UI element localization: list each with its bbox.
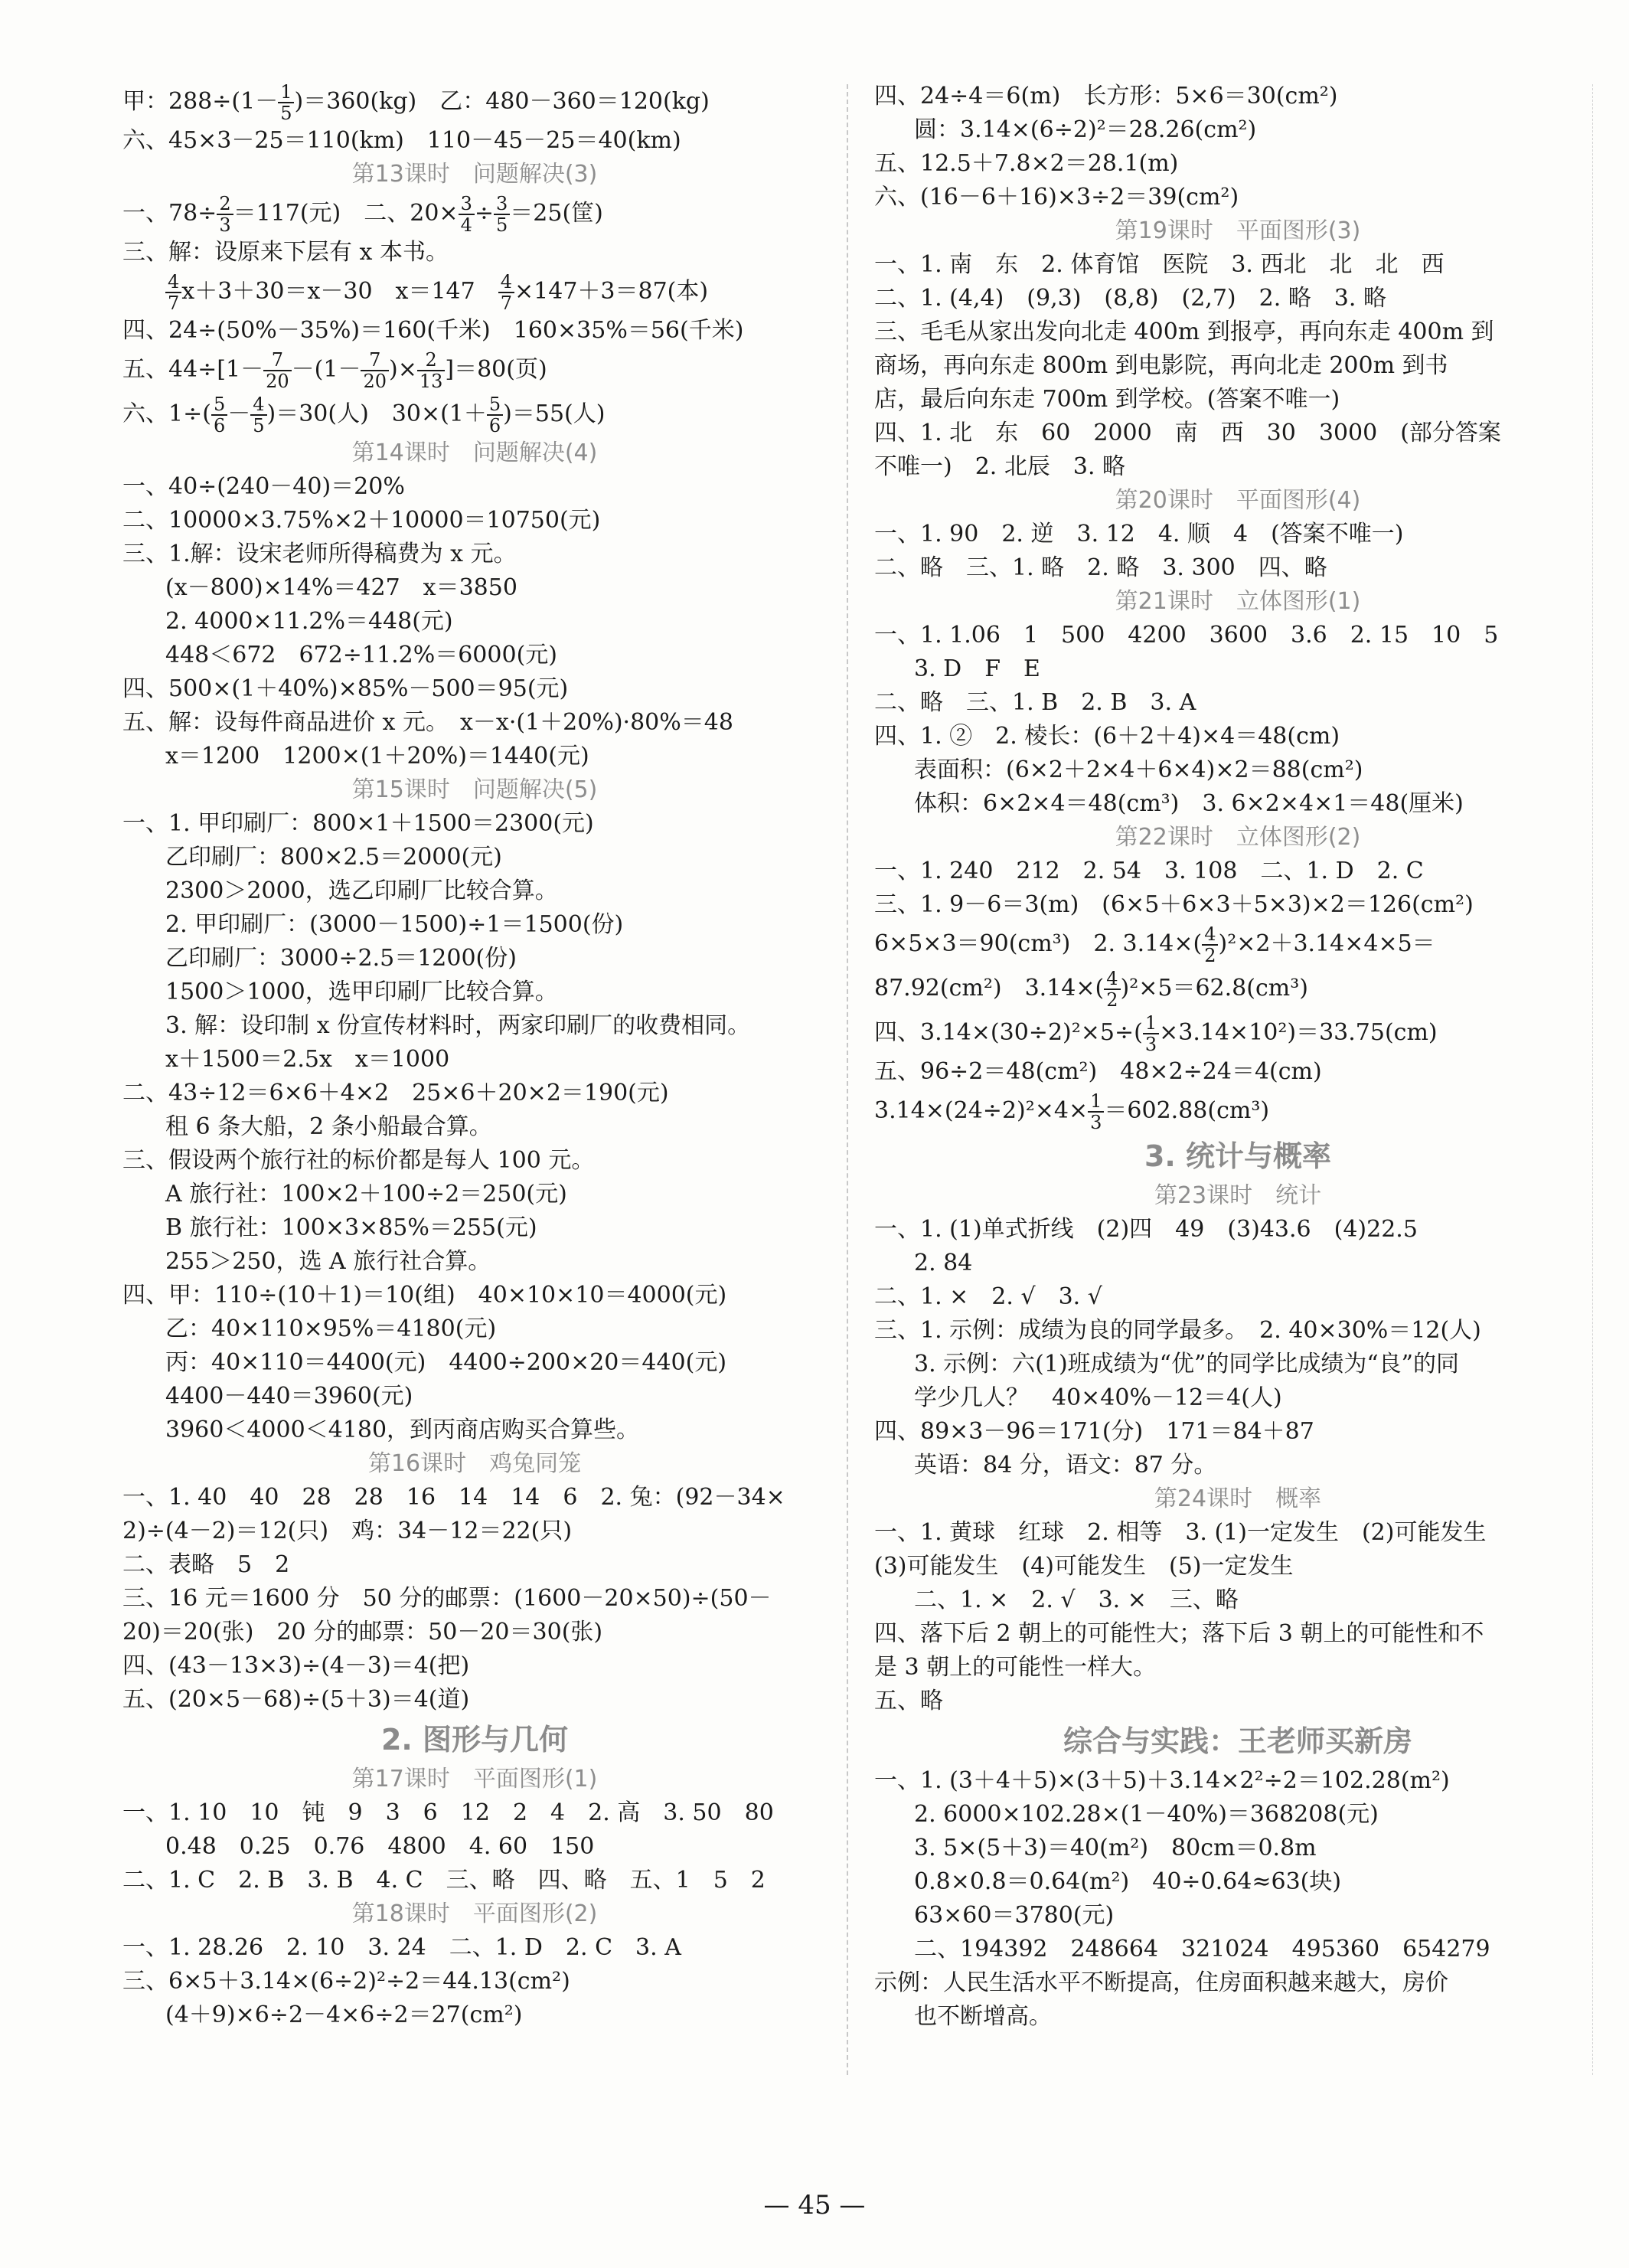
answer-line: 一、1. 甲印刷厂：800×1＋1500＝2300(元) [122, 810, 594, 837]
fraction: $\frac{1}{3}$ [1088, 1091, 1104, 1132]
lesson-heading: 第20课时 平面图形(4) [1115, 487, 1361, 514]
lesson-heading: 第16课时 鸡兔同笼 [367, 1450, 582, 1477]
answer-line: 87.92(cm²) 3.14×( $\frac{4}{2}$ )²×5＝62.8(cm³) [874, 968, 1308, 1011]
answer-line: 三、6×5＋3.14×(6÷2)²÷2＝44.13(cm²) [122, 1968, 570, 1995]
right-column [874, 80, 1601, 2034]
answer-line: 商场，再向东走 800m 到电影院，再向北走 200m 到书 [874, 352, 1448, 379]
answer-line: 丙：40×110＝4400(元) 4400÷200×20＝440(元) [165, 1349, 727, 1376]
answer-line: 乙：40×110×95%＝4180(元) [165, 1315, 497, 1342]
answer-line: 六、(16－6＋16)×3÷2＝39(cm²) [874, 184, 1239, 211]
lesson-heading: 第15课时 问题解决(5) [351, 776, 598, 803]
fraction: $\frac{4}{5}$ [250, 394, 266, 436]
fraction: $\frac{4}{7}$ [165, 272, 181, 313]
answer-line: 2. 4000×11.2%＝448(元) [165, 608, 453, 635]
answer-line: 四、(43－13×3)÷(4－3)＝4(把) [122, 1652, 470, 1679]
answer-line: 一、1. 黄球 红球 2. 相等 3. (1)一定发生 (2)可能发生 [874, 1519, 1487, 1546]
answer-line: 一、1. 40 40 28 28 16 14 14 6 2. 兔：(92－34× [122, 1484, 785, 1511]
answer-line: 3. 5×(5＋3)＝40(m²) 80cm＝0.8m [914, 1835, 1317, 1861]
answer-line: 2)÷(4－2)＝12(只) 鸡：34－12＝22(只) [122, 1518, 573, 1544]
column-divider [847, 84, 848, 2075]
answer-line: (x－800)×14%＝427 x＝3850 [165, 574, 517, 601]
answer-line: 2. 甲印刷厂：(3000－1500)÷1＝1500(份) [165, 911, 624, 938]
answer-line: 三、假设两个旅行社的标价都是每人 100 元。 [122, 1147, 595, 1174]
fraction: $\frac{2}{3}$ [217, 194, 233, 235]
lesson-heading: 第19课时 平面图形(3) [1115, 217, 1361, 244]
answer-line: 一、40÷(240－40)＝20% [122, 473, 405, 500]
lesson-heading: 第17课时 平面图形(1) [351, 1766, 598, 1793]
answer-line: 三、1. 示例：成绩为良的同学最多。 2. 40×30%＝12(人) [874, 1317, 1481, 1344]
answer-line: 二、表略 5 2 [122, 1551, 290, 1578]
answer-line: 租 6 条大船，2 条小船最合算。 [165, 1113, 492, 1140]
answer-line: 四、1. 北 东 60 2000 南 西 30 3000 (部分答案 [874, 420, 1501, 446]
answer-line: x＋1500＝2.5x x＝1000 [165, 1046, 450, 1073]
fraction: $\frac{5}{6}$ [487, 394, 503, 436]
fraction: $\frac{5}{6}$ [211, 394, 227, 436]
answer-line: 二、1. × 2. √ 3. × 三、略 [914, 1587, 1239, 1613]
answer-line: 四、3.14×(30÷2)²×5÷( $\frac{1}{3}$ ×3.14×10²)＝33.75(cm) [874, 1012, 1438, 1055]
answer-line: 2. 6000×102.28×(1－40%)＝368208(元) [914, 1801, 1379, 1828]
answer-line: 二、略 三、1. B 2. B 3. A [874, 689, 1196, 716]
answer-line: 三、16 元＝1600 分 50 分的邮票：(1600－20×50)÷(50－ [122, 1585, 772, 1612]
answer-line: 3. D F E [914, 655, 1040, 682]
answer-line: 店，最后向东走 700m 到学校。(答案不唯一) [874, 386, 1340, 413]
left-column [122, 80, 827, 2032]
answer-line: 六、45×3－25＝110(km) 110－45－25＝40(km) [122, 127, 681, 154]
answer-line: 五、96÷2＝48(cm²) 48×2÷24＝4(cm) [874, 1058, 1322, 1085]
section-heading: 3. 统计与概率 [1144, 1139, 1332, 1173]
answer-line: 3.14×(24÷2)²×4× $\frac{1}{3}$ ＝602.88(cm³) [874, 1090, 1270, 1133]
fraction: $\frac{4}{2}$ [1104, 969, 1120, 1010]
answer-line: 一、1. 240 212 2. 54 3. 108 二、1. D 2. C [874, 858, 1424, 884]
answer-line: 一、1. (1)单式折线 (2)四 49 (3)43.6 (4)22.5 [874, 1216, 1418, 1243]
answer-line: 3. 解：设印制 x 份宣传材料时，两家印刷厂的收费相同。 [165, 1012, 751, 1039]
lesson-heading: 第21课时 立体图形(1) [1115, 588, 1361, 615]
answer-line: 一、78÷ $\frac{2}{3}$ ＝117(元) 二、20× $\frac{3}{4}$ ÷ $\frac{3}{5}$ ＝25(筐) [122, 193, 603, 236]
answer-line: 体积：6×2×4＝48(cm³) 3. 6×2×4×1＝48(厘米) [914, 790, 1464, 817]
answer-line: 学少几人？ 40×40%－12＝4(人) [914, 1384, 1282, 1411]
answer-line: 示例：人民生活水平不断提高，住房面积越来越大，房价 [874, 1969, 1448, 1996]
answer-line: 63×60＝3780(元) [914, 1902, 1115, 1929]
answer-line: 四、1. ② 2. 棱长：(6＋2＋4)×4＝48(cm) [874, 723, 1340, 750]
answer-line: 四、24÷(50%－35%)＝160(千米) 160×35%＝56(千米) [122, 317, 744, 344]
lesson-heading: 第14课时 问题解决(4) [351, 440, 598, 466]
answer-line: 五、(20×5－68)÷(5＋3)＝4(道) [122, 1686, 470, 1713]
section-heading: 综合与实践：王老师买新房 [1063, 1724, 1412, 1758]
answer-line: 四、89×3－96＝171(分) 171＝84＋87 [874, 1418, 1314, 1445]
answer-line: 二、194392 248664 321024 495360 654279 [914, 1936, 1490, 1962]
answer-line: 四、落下后 2 朝上的可能性大；落下后 3 朝上的可能性和不 [874, 1620, 1484, 1647]
fraction: $\frac{7}{20}$ [263, 350, 292, 391]
answer-line: 1500＞1000，选甲印刷厂比较合算。 [165, 979, 558, 1005]
fraction: $\frac{7}{20}$ [361, 350, 389, 391]
answer-line: 四、24÷4＝6(m) 长方形：5×6＝30(cm²) [874, 83, 1338, 109]
answer-line: 是 3 朝上的可能性一样大。 [874, 1654, 1157, 1681]
answer-line: 表面积：(6×2＋2×4＋6×4)×2＝88(cm²) [914, 757, 1363, 783]
page-number: — 45 — [763, 2190, 866, 2221]
answer-line: 二、1. × 2. √ 3. √ [874, 1283, 1102, 1310]
lesson-heading: 第24课时 概率 [1154, 1485, 1322, 1512]
lesson-heading: 第22课时 立体图形(2) [1115, 824, 1361, 851]
answer-line: 六、1÷( $\frac{5}{6}$ － $\frac{4}{5}$ )＝30(人) 30×(1＋ $\frac{5}{6}$ )＝55(人) [122, 394, 606, 436]
answer-line: B 旅行社：100×3×85%＝255(元) [165, 1214, 537, 1241]
answer-line: 乙印刷厂：800×2.5＝2000(元) [165, 844, 502, 871]
answer-line: 乙印刷厂：3000÷2.5＝1200(份) [165, 945, 517, 972]
answer-line: 2. 84 [914, 1250, 973, 1276]
answer-line: 一、1. 28.26 2. 10 3. 24 二、1. D 2. C 3. A [122, 1934, 681, 1961]
answer-line: 二、43÷12＝6×6＋4×2 25×6＋20×2＝190(元) [122, 1080, 669, 1106]
answer-line: 一、1. 90 2. 逆 3. 12 4. 顺 4 (答案不唯一) [874, 521, 1404, 547]
answer-line: 一、1. (3＋4＋5)×(3＋5)＋3.14×2²÷2＝102.28(m²) [874, 1767, 1450, 1794]
fraction: $\frac{3}{5}$ [494, 194, 510, 235]
answer-line: 一、1. 南 东 2. 体育馆 医院 3. 西北 北 北 西 [874, 251, 1445, 278]
answer-line: 二、1. (4,4) (9,3) (8,8) (2,7) 2. 略 3. 略 [874, 285, 1386, 312]
answer-line: 五、解：设每件商品进价 x 元。 x－x·(1＋20%)·80%＝48 [122, 709, 733, 736]
answer-line: 6×5×3＝90(cm³) 2. 3.14×( $\frac{4}{2}$ )²×2＋3.14×4×5＝ [874, 923, 1435, 966]
fraction: $\frac{2}{13}$ [417, 350, 446, 391]
answer-line: (3)可能发生 (4)可能发生 (5)一定发生 [874, 1553, 1294, 1580]
fraction: $\frac{4}{2}$ [1202, 924, 1218, 966]
answer-line: 英语：84 分，语文：87 分。 [914, 1452, 1217, 1479]
answer-line: 二、1. C 2. B 3. B 4. C 三、略 四、略 五、1 5 2 [122, 1867, 766, 1894]
answer-line: 3. 示例：六(1)班成绩为“优”的同学比成绩为“良”的同 [914, 1351, 1460, 1377]
section-heading: 2. 图形与几何 [380, 1723, 569, 1757]
answer-line: 255＞250，选 A 旅行社合算。 [165, 1248, 491, 1275]
answer-line: 2300＞2000，选乙印刷厂比较合算。 [165, 877, 558, 904]
fraction: $\frac{1}{5}$ [278, 82, 294, 123]
answer-line: 三、1.解：设宋老师所得稿费为 x 元。 [122, 541, 517, 567]
lesson-heading: 第13课时 问题解决(3) [351, 161, 598, 188]
answer-line: 三、毛毛从家出发向北走 400m 到报亭，再向东走 400m 到 [874, 319, 1494, 345]
answer-line: 4400－440＝3960(元) [165, 1383, 413, 1410]
answer-line: 三、解：设原来下层有 x 本书。 [122, 239, 449, 266]
lesson-heading: 第18课时 平面图形(2) [351, 1900, 598, 1927]
answer-line: 3960＜4000＜4180，到丙商店购买合算些。 [165, 1417, 640, 1443]
answer-line: 二、略 三、1. 略 2. 略 3. 300 四、略 [874, 554, 1327, 581]
answer-line: 0.8×0.8＝0.64(m²) 40÷0.64≈63(块) [914, 1868, 1342, 1895]
fraction: $\frac{4}{7}$ [498, 272, 514, 313]
answer-line: 四、甲：110÷(10＋1)＝10(组) 40×10×10＝4000(元) [122, 1282, 727, 1309]
answer-line: 一、1. 1.06 1 500 4200 3600 3.6 2. 15 10 5 [874, 622, 1499, 649]
lesson-heading: 第23课时 统计 [1154, 1182, 1322, 1209]
answer-line: 五、略 [874, 1688, 943, 1714]
answer-line: (4＋9)×6÷2－4×6÷2＝27(cm²) [165, 2002, 523, 2028]
answer-line: 0.48 0.25 0.76 4800 4. 60 150 [165, 1833, 595, 1860]
fraction: $\frac{3}{4}$ [459, 194, 475, 235]
answer-line: $\frac{4}{7}$ x＋3＋30＝x－30 x＝147 $\frac{4}{7}$ ×147＋3＝87(本) [122, 270, 827, 314]
answer-line: 一、1. 10 10 钝 9 3 6 12 2 4 2. 高 3. 50 80 [122, 1799, 774, 1826]
answer-line: 448＜672 672÷11.2%＝6000(元) [165, 642, 557, 668]
answer-line: 五、12.5＋7.8×2＝28.1(m) [874, 150, 1179, 177]
answer-line: x＝1200 1200×(1＋20%)＝1440(元) [165, 743, 589, 770]
answer-line: 圆：3.14×(6÷2)²＝28.26(cm²) [914, 116, 1257, 143]
answer-line: 甲：288÷(1－ $\frac{1}{5}$ )＝360(kg) 乙：480－360＝120(kg) [122, 81, 710, 124]
answer-line: 四、500×(1＋40%)×85%－500＝95(元) [122, 675, 569, 702]
answer-line: 也不断增高。 [914, 2003, 1052, 2030]
answer-line: A 旅行社：100×2＋100÷2＝250(元) [165, 1181, 567, 1208]
answer-line: 三、1. 9－6＝3(m) (6×5＋6×3＋5×3)×2＝126(cm²) [874, 891, 1474, 918]
fraction: $\frac{1}{3}$ [1143, 1013, 1159, 1054]
answer-line: 二、10000×3.75%×2＋10000＝10750(元) [122, 507, 601, 534]
answer-line: 不唯一) 2. 北辰 3. 略 [874, 453, 1126, 480]
answer-line: 五、44÷[1－ $\frac{7}{20}$ －(1－ $\frac{7}{20}$ )× $\frac{2}{13}$ ]＝80(页) [122, 349, 547, 392]
answer-line: 20)＝20(张) 20 分的邮票：50－20＝30(张) [122, 1619, 603, 1645]
